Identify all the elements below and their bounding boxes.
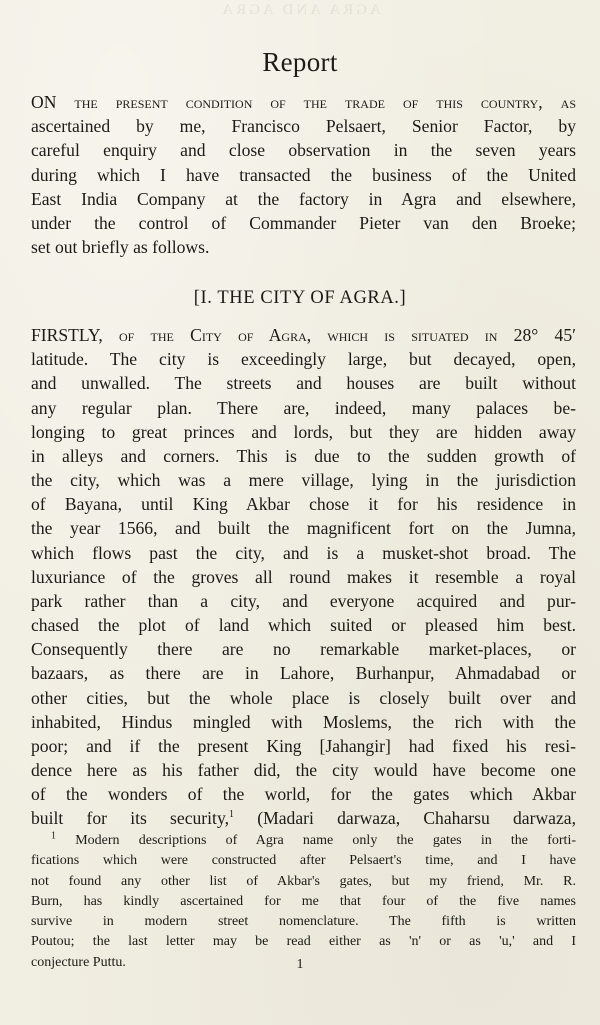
intro-line-text: ON the present condition of the trade of this country, as (31, 92, 576, 112)
body-line: Consequently there are no remarkable market-places, or (31, 639, 576, 660)
body-line: latitude. The city is exceedingly large, but decayed, open, (31, 349, 576, 370)
body-line: park rather than a city, and everyone acquired and pur- (31, 590, 576, 611)
intro-line: ascertained by me, Francisco Pelsaert, Senior Factor, by (31, 116, 576, 137)
body-line: bazaars, as there are in Lahore, Burhanpur, Ahmadabad or (31, 663, 576, 684)
intro-line (31, 90, 576, 114)
body-line: other cities, but the whole place is closely built over and (31, 687, 576, 708)
footnote-marker: 1 (51, 830, 56, 842)
body-line-with-note (31, 806, 576, 830)
body-line: of the wonders of the world, for the gates which Akbar (31, 784, 576, 805)
body-line: dence here as his father did, the city would have become one (31, 760, 576, 781)
body-paragraph (31, 323, 576, 831)
body-line: of Bayana, until King Akbar chose it for his residence in (31, 494, 576, 515)
page-number: 1 (296, 957, 304, 972)
body-line: inhabited, Hindus mingled with Moslems, the rich with the (31, 711, 576, 732)
page-title: Report (262, 47, 338, 77)
footnote-line: Burn, has kindly ascertained for me that four of the five names (31, 893, 576, 909)
body-line: chased the plot of land which suited or pleased him best. (31, 615, 576, 636)
body-line-text: (Madari darwaza, Chaharsu darwaza, (257, 808, 576, 829)
body-line: and unwalled. The streets and houses are built without (31, 373, 576, 394)
body-line: in alleys and corners. This is due to the sudden growth of (31, 445, 576, 466)
footnote-line: Poutou; the last letter may be read either as 'n' or as 'u,' and I (31, 934, 576, 950)
body-line: the city, which was a mere village, lying in the jurisdiction (31, 470, 576, 491)
section-heading: [I. THE CITY OF AGRA.] (193, 288, 407, 308)
footnote-line: not found any other list of Akbar's gates, but my friend, Mr. R. (31, 873, 576, 889)
footnote-line (31, 831, 576, 851)
footnote-line: fications which were constructed after Pelsaert's time, and I have (31, 853, 576, 869)
body-line: which flows past the city, and is a musket-shot broad. The (31, 542, 576, 563)
body-line-text: FIRSTLY, of the City of Agra, which is situated in 28° 45′ (31, 325, 576, 345)
intro-line: careful enquiry and close observation in the seven years (31, 140, 576, 161)
footnote-line: conjecture Puttu. (31, 954, 126, 970)
body-line (31, 323, 576, 347)
body-line: longing to great princes and lords, but they are hidden away (31, 421, 576, 442)
body-line: the year 1566, and built the magnificent fort on the Jumna, (31, 518, 576, 539)
body-line: luxuriance of the groves all round makes it resemble a royal (31, 566, 576, 587)
footnote-line: survive in modern street nomenclature. The fifth is written (31, 914, 576, 930)
body-line: poor; and if the present King [Jahangir] had fixed his resi- (31, 735, 576, 756)
intro-line: East India Company at the factory in Agra and elsewhere, (31, 188, 576, 209)
intro-paragraph (31, 90, 576, 259)
footnote-line-text: Modern descriptions of Agra name only the gates in the forti- (75, 833, 576, 848)
intro-line: under the control of Commander Pieter van den Broeke; (31, 212, 576, 233)
body-line: any regular plan. There are, indeed, many palaces be- (31, 397, 576, 418)
footnote-reference[interactable]: 1 (229, 809, 234, 821)
footnote (31, 831, 576, 973)
bleed-through-text: AGRA AND AGRA (219, 2, 381, 18)
intro-line: during which I have transacted the business of the United (31, 164, 576, 185)
body-line-text: built for its security, (31, 808, 229, 829)
intro-line: set out briefly as follows. (31, 237, 210, 258)
